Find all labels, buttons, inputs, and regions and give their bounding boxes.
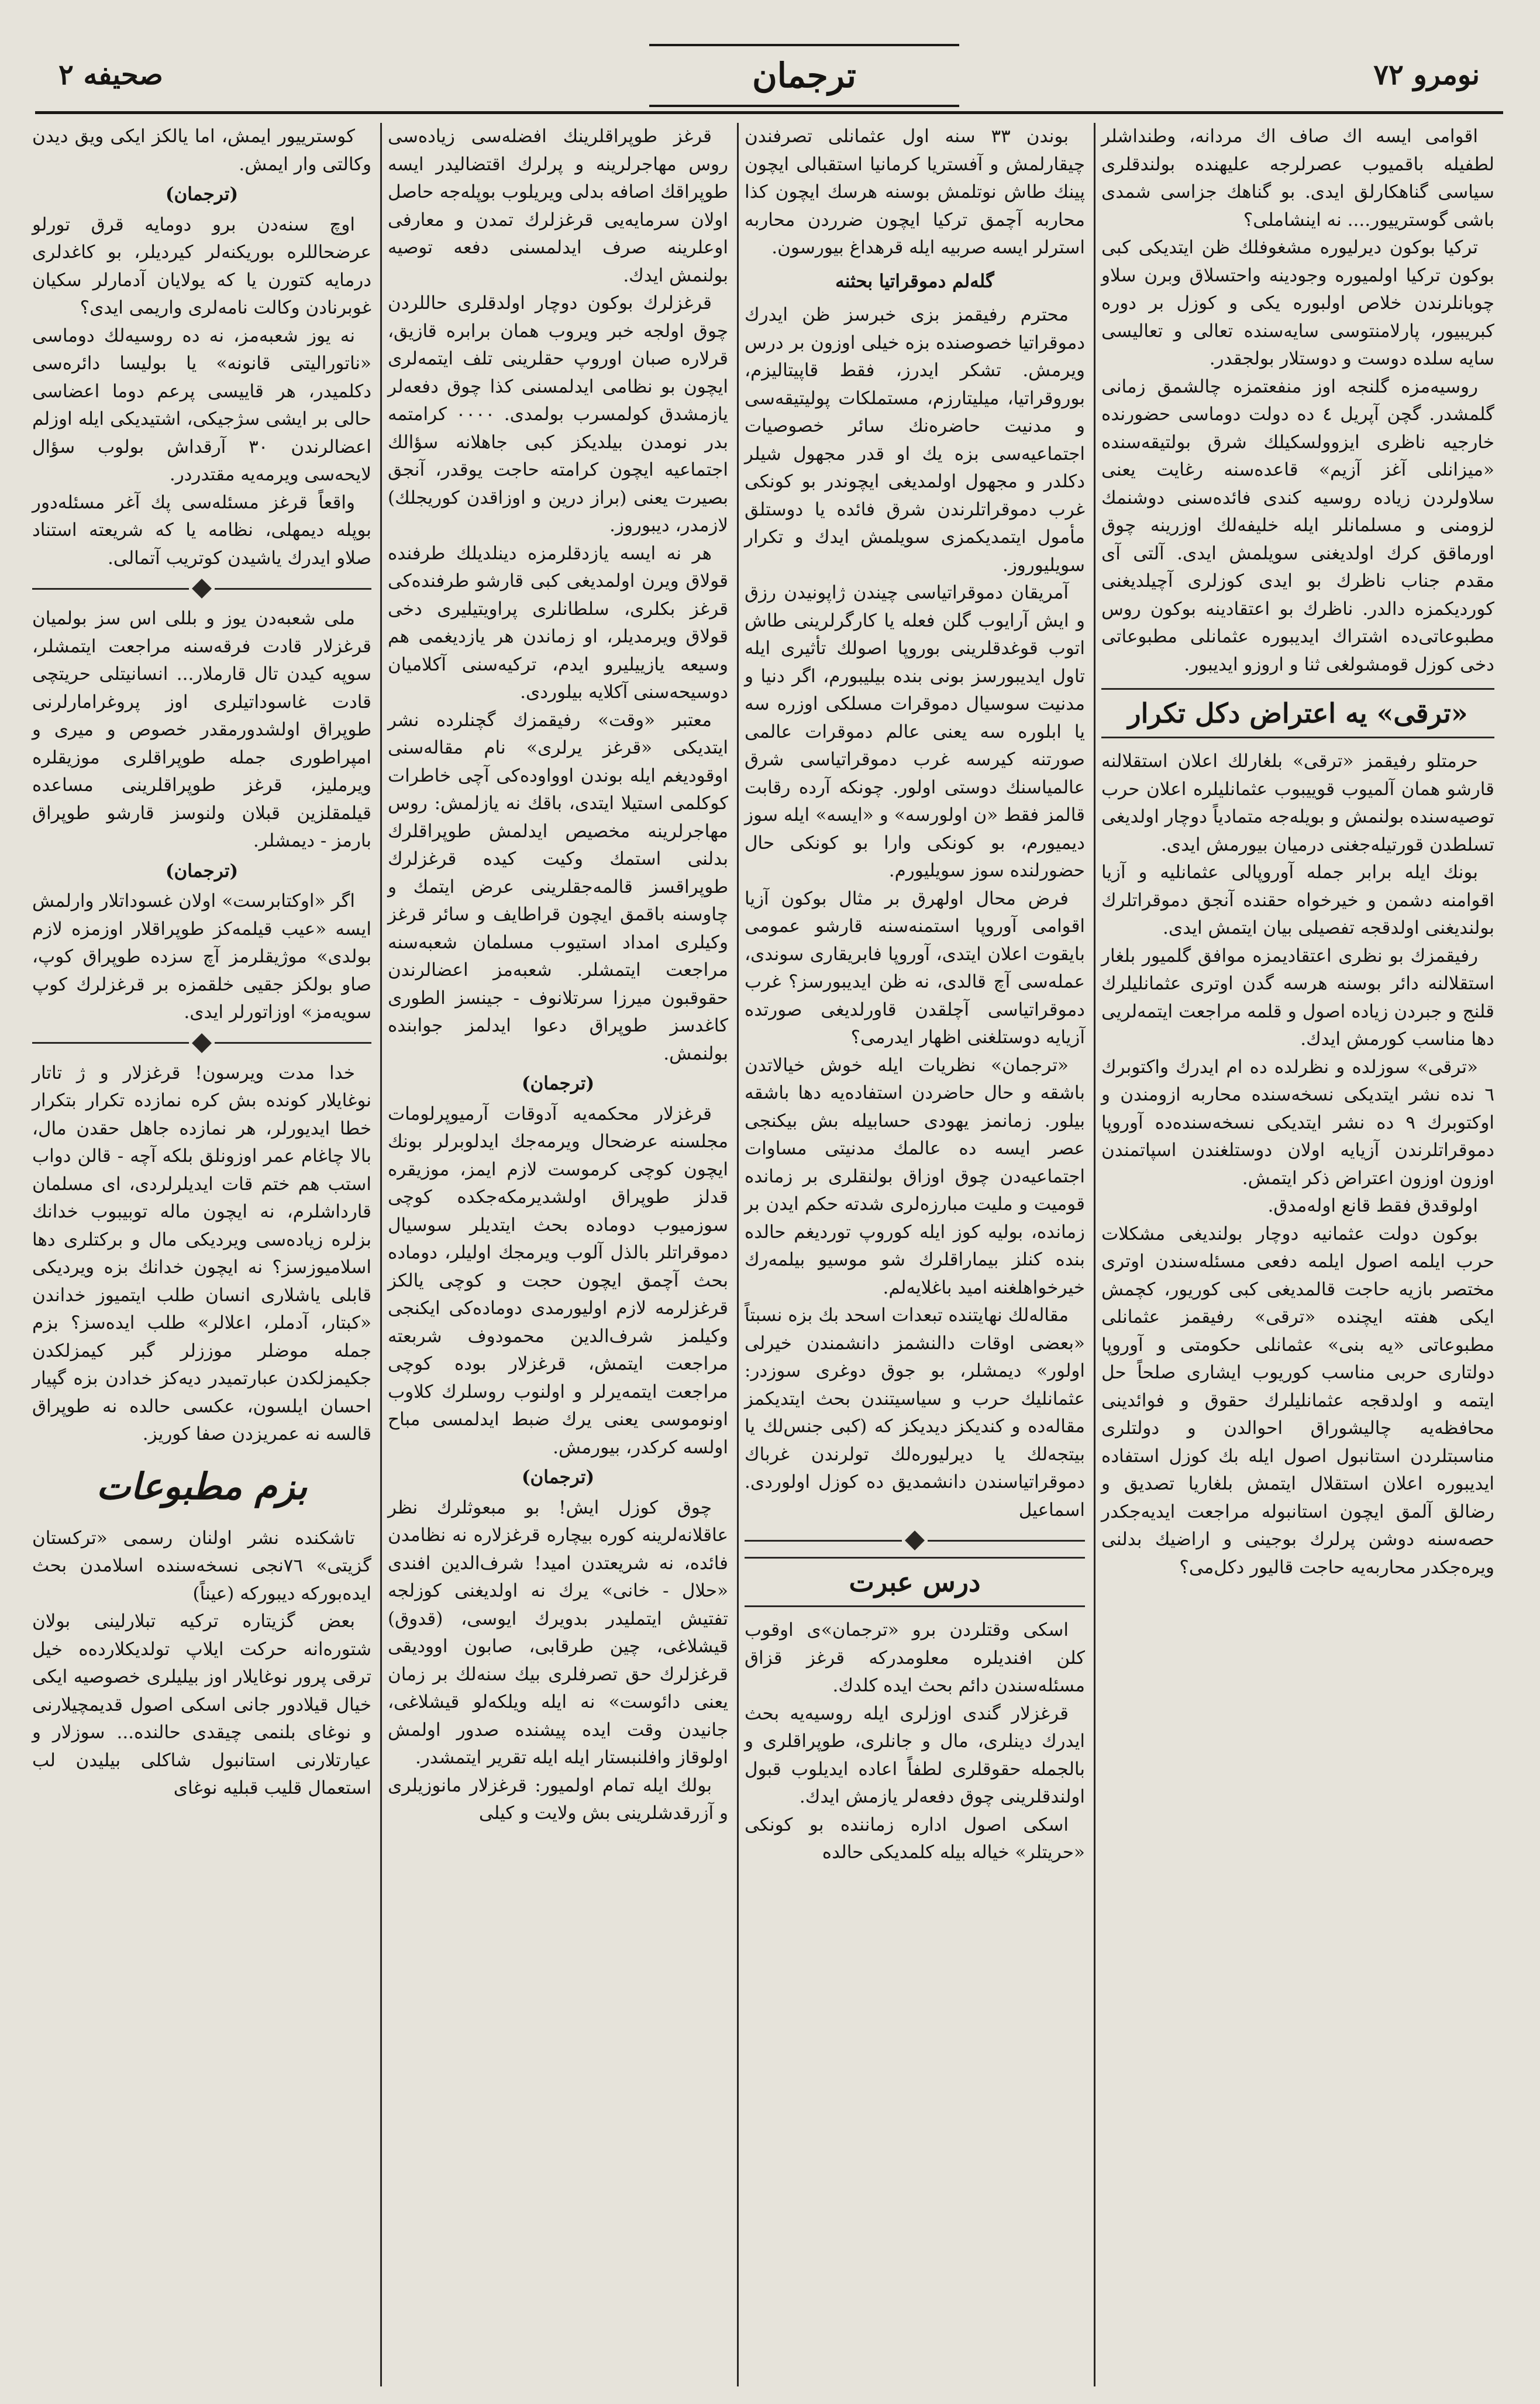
ornament-divider [745,1533,1085,1547]
article-paragraph: اسکی اصول اداره زماننده بو کونکی «حریتلر» خیاله بیله کلمدیکی حالده [745,1814,1085,1863]
article-paragraph: «ترجمان» نظریات ایله خوش خیالاتدن باشقه و حال حاضردن استفاده‌یه دها باشقه بیلور. زمانمز یهودی حسابیله بش بیکنجی عصر ایسه ده عالمك مدنیتی مساوات اجتماعیه‌دن چوق اوزاق بولنقلری بر زمانده قومیت و ملیت مبارزه‌لری شدته حکم ایدن بر زمانده، بولیه کوز ایله کوروپ توردیغم حالده بنده کنلز بیماراقلرك شو موسیو بیلمه‌رك خیرخواهلغنه امید باغلایه‌لم. [745,1054,1085,1298]
article-paragraph: قرغزلرك بوکون دوچار اولدقلری حاللردن چوق اولجه خبر ویروب همان برابره قازیق، قرلاره صبان اوروپ حقلرینی تلف ایتمه‌لری ایچون بو نظامی ایدلمسنی کذا چوق دفعه‌لر یازمشدق کولمسرب بولمدی. ۰۰۰۰ کرامتمه بدر نومدن بیلدیکز کبی جاهلانه سؤالك اجتماعیه ایچون کرامته حاجت یوقدر، آنجق بصیرت یعنی (براز درین و اوزاقدن کوریجلك) لازمدر، دیبوروز. [388,293,728,536]
article-paragraph: هر نه ایسه یازدقلرمزه دینلدیلك طرفنده قولاق ویرن اولمدیغی کبی قارشو طرفنده‌کی قرغز بکلری، سلطانلری پراویتیلیری دخی قولاق ویرمدیلر، او زماندن هر یازدیغمی هم وسیعه یازییلیرو ایدم، ترکیه‌سنی آکلامیان دوسیحه‌سنی آکلایه بیلوردی. [388,542,728,703]
article-paragraph: حرمتلو رفیقمز «ترقی» بلغارلك اعلان استقلالنه قارشو همان آلمیوب قوییبوب عثمانلیلره اعلان حرب توصیه‌سنده بولنمش و بویله‌جه متمادیاً دوچار اولدیغی تسلطدن قورتیله‌جغنی درمیان بیورمش ایدی. [1101,751,1494,855]
article-paragraph: اوچ سنه‌دن برو دومایه قرق تورلو عرضحاللره بوریکنه‌لر کیردیلر، بو کاغدلری درمایه کتورن یا که یولایان آدمارلر سکیان غوبرنادن وکالت نامه‌لری واریمی ایدی؟ [32,214,371,318]
section-title: بزم مطبوعات [96,1464,308,1508]
article-paragraph: قرغزلار محکمه‌یه آدوقات آرمیوپرلومات مجلسنه عرضحال ویرمه‌جك ایدلوبرلر بونك ایچون کوچی کرموست لازم ایمز، موزیقره قدلز طوپراق اولشدیرمکه‌جکده کوچی سوزمیوب دوماده بحث ایتدیلر سوسیال دموقراتلر بالذل آلوب ویرمجك اولیلر، دوماده بحث آچمق ایچون حجت و کوچی یالکز قرغزلرمه لازم اولیورمدی دوماده‌کی ایکنجی وکیلمز شرف‌الدین محمودوف شربعته مراجعت ایتمش، قرغزلار بوده کوچی مراجعت ایتمه‌یرلر و اولنوب روسلرك کلاوب اونوموسی یعنی یرك ضبط ایدلمسی مباح اولسه کرکدر، بیورمش. [388,1103,728,1458]
article-headline: «ترقی» یه اعتراض دکل تکرار [1101,688,1494,738]
signature: (ترجمان) [165,860,239,882]
article-paragraph: مقاله‌لك نهایتنده تبعدات اسحد بك بزه نسبتاً «بعضی اوقات دالنشمز دانشمندن خیرلی اولور» دیمشلر، بو جوق دوغری سوزدر: عثمانلیك حرب و سیاسیتندن بحث ایتدیکمز مقاله‌ده و کندیکز دیدیکز که (کبی جنس‌لك یا بیتجه‌لك یا دیرلیوره‌لك تولرندن غرباك دموقراتیاسندن دانشمدیق ده کوزل اولوردی. اسماعیل [745,1305,1085,1521]
article-paragraph: بونك ایله برابر جمله آوروپالی عثمانلیه و آزیا اقوامنه دشمن و خیرخواه حقنده آنجق دموقراتلرك بولندیغنی اولدقجه تفصیلی بیان ایتمش ایدی. [1101,862,1494,938]
column-4 [26,123,377,2386]
article-paragraph: اگر «اوکتابرست» اولان غسوداتلار وارلمش ایسه «عیب قیلمه‌کز طوپراقلار اوزمزه لازم بولدی» موژیقلرمز آچ سزده طوپراق کوپ، صاو بولکز جقیی خلقمزه بر قرغزلرك کوپ سویه‌مز» اوزاتورلر ایدی. [32,890,371,1023]
page-header [35,23,1503,114]
article-paragraph: روسیه‌مزه گلنجه اوز منفعتمزه چالشمق زمانی گلمشدر. گچن آپریل ٤ ده دولت دوماسی حضورنده خارجیه ناظری ایزوولسکیلك شرق بولتیقه‌سنده «میزانلی آغز آزیم» قاعده‌سنه رغایت یعنی سلاولردن زیاده روسیه کندی فائده‌سنی دوشنمك لزومنی و مسلمانلر ایله خلیفه‌لك اوزرینه چوق اورماقق کرك اولدیغنی سویلمش ایدی. آلتی آی مقدم جناب ناظرك بو ایدی کوزلری آچیلدیغنی کوردیکمزه دالدر. ناظرك بو اعتقادینه بوکون روس مطبوعاتی‌ده اشتراك ایدیبوره عثمانلی مطبوعاتی دخی کوزل قومشولغی ثنا و اروزو ایدیبور. [1101,376,1494,675]
column-3 [380,123,734,2386]
diamond-ornament-icon [192,1033,212,1053]
article-paragraph: ملی شعبه‌دن یوز و بللی اس سز بولمیان قرغزلار قادت فرقه‌سنه مراجعت ایتمشلر، سوپه کیدن تال قارملار... انسانیتلی حریتچی قادت غاسوداتیلری اوز پروغرامارلرنی طوپراق اولشدورمقدر خصوص و میری و امپراطوری جمله طوپراقلری موزیقلره ویرملیز، قرغز طوپراقلرینی مساعده قیلمقلزین قبلان ولنوسز قارشو طوپراق بارمز - دیمشلر. [32,608,371,851]
article-paragraph: بوندن ۳۳ سنه اول عثمانلی تصرفندن چیقارلمش و آفستریا کرمانیا استقبالی ایچون پینك طاش نوتلمش بوسنه هرسك ایچون کذا محاربه آچمق ترکیا ایچون ضرردن محاربه استرلر ایسه صربیه ایله قرهداغ بیورسون. [745,126,1085,258]
article-paragraph: بوکون دولت عثمانیه دوچار بولندیغی مشکلات حرب ایلمه اصول ایلمه دفعی مسئله‌سندن اوتری مختصر بازیه حاجت قالمدیغی کبی کوریور، کچمش ایکی هفته ایچنده «ترقی» رفیقمز عثمانلی مطبوعاتی «یه بنی» عثمانلی حکومتی و آوروپا دولتاری حربی مناسب کوریوب ایشاری صلحاً حل ایتمه و اولدقجه عثمانلیلرك حقوق و فوائدینی محافظه‌یه چالیشوراق احوالدن و دولتلری مناسبتلردن استانبول اصول ایله بك کوزل استفاده ایدیبوره اعلان استقلال ایتمش بلغاریا تصدیق و رضالق آلمق ایچون استانبوله مراجعت ایدیه‌جکدر حصه‌سنه دوشن پرلرك بوجینی و اراضیك بدلنی ویره‌جکدر محاربه‌یه حاجت قالیور دکل‌می؟ [1101,1223,1494,1578]
article-paragraph: محترم رفیقمز بزی خبرسز ظن ایدرك دموقراتیا خصوصنده بزه خیلی اوزون بر درس ویرمش. تشکر ایدرز، فقط قاپیتالیزم، بوروقراتیا، میلیتارزم، مستملکات پولیتیقه‌سی و مدنیت حاضره‌نك سائر خصوصیات اجتماعیه‌سی بزه یك او قدر مجهول شیلر دکلدر و مجهول اولمدیغی ایچوندر بو کونکی غرب دموقراتلرندن شرق فائده یا دوستلق مأمول ایتمدیکمزی سویلمش ایدك و تکرار سویلیوروز. [745,304,1085,576]
article-paragraph: کوسترییور ایمش، اما یالکز ایکی ویق دیدن وکالتی وار ایمش. [32,126,371,175]
section-heading: درس عبرت [745,1557,1085,1607]
article-paragraph: ترکیا بوکون دیرلیوره مشغوفلك ظن ایتدیکی کبی بوکون ترکیا اولمیوره وجودینه واحتسلاق وبرن سلاو چوبانلرندن خلاص اولبوره یکی و کوزل بر دوره کبریبیور، پارلامنتوسی سایه‌سنده تعالی و تعالیسی سایه سلده دوست و دوستلار بولجقدر. [1101,237,1494,369]
diamond-ornament-icon [192,579,212,599]
article-paragraph: بولك ایله تمام اولمیور: قرغزلار مانوزیلری و آزرقدشلرینی بش ولایت و کیلی [388,1774,728,1824]
issue-number: نومرو ۷۲ [1373,59,1480,91]
page-number-label: صحيفه ۲ [58,59,163,91]
column-1 [1094,123,1500,2386]
diamond-ornament-icon [905,1531,925,1550]
ornament-divider [32,582,371,596]
article-paragraph: آمریقان دموقراتیاسی چیندن ژاپونیدن رزق و ایش آرایوب گلن فعله یا کارگرلرینی طاش اتوب قوغدقلرینی بوروپا اصولك تأثیری ایله تاول ایدیبورسز بونی بنده بیلیبورم، اگر دنیا و مدنیت سوسیال دموقرات مسلکی اوزره سه یا ابلوره سه یعنی عالم دموقرات عالمی صورتنه کیرسه غرب دموقراتیاسی شرق عالمیاسنك دوستی اولور. چونکه آرده رقابت قالمز فقط «ن اولورسه» و «ایسه» ایله سوز دیمیورم، بو کونکی وارا بو کونکی حال حضورلنده سوز سویلیورم. [745,582,1085,881]
signature: (ترجمان) [521,1467,595,1488]
signature: (ترجمان) [165,184,239,205]
ornament-divider [32,1036,371,1050]
article-paragraph: چوق کوزل ایش! بو مبعوثلرك نظر عاقلانه‌لرینه کوره بیچاره قرغزلاره نه نظامدن فائده، نه شریعتدن امید! شرف‌الدین افندی «حلال - خانی» یرك نه اولدیغنی کوزلجه تفتیش ایتملیدر بدویرك ایوسی، (قدوق) قیشلاغی، چین طرقابی، صابون اوودیقی قرغزلرك حق تصرفلری بیك سنه‌لك بر زمان یعنی دائوست» نه ایله ویلکه‌لو قیشلاغی، جانیدن وقت ایده پیشنده صدور اولمش اولوقاز وافلنبستار ایله ایله تقریر ایتمشدر. [388,1497,728,1768]
article-paragraph: اولوقدق فقط قانع اوله‌مدق. [1267,1195,1478,1216]
article-paragraph: قرغز طوپراقلرینك افضله‌سی زیاده‌سی روس مهاجرلرینه و پرلرك اقتضالیدر ایسه طوپراقك اصافه بدلی ویریلوب بوپله‌جه حاصل اولان سرمایه‌یی قرغزلرك تمدن و معارفی اوعلرینه صرف ایدلمسنی دفعه توصیه بولنمش ایدك. [388,126,728,286]
section-subheading: گله‌لم دموقراتیا بحثنه [835,270,994,292]
article-paragraph: واقعاً قرغز مسئله‌سی پك آغر مسئله‌دور بوپله دیمهلی، نظامه یا که شریعته استناد صلاو ایدرك یاشیدن کوتریب آتمالی. [32,491,371,569]
article-paragraph: رفیقمزك بو نظری اعتقادیمزه موافق گلمیور بلغار استقلالنه دائر بوسنه هرسه گدن اوتری عثمانلیلرك قلنج و جبردن زیاده اصول و قلمه مراجعت ایتمه‌لریی دها مناسب کورمش ایدك. [1101,945,1494,1050]
article-paragraph: معتبر «وقت» رفیقمزك گچنلرده نشر ایتدیکی «قرغز یرلری» نام مقاله‌سنی اوقودیغم ایله بوندن اوواوده‌کی آچی خاطرات کوکلمی استیلا ایتدی، باقك نه یازلمش: روس مهاجرلرینه مخصیص ایدلمش طوپراقلرك بدلنی استمك وکیت کیده قرغزلرك طوپراقسز قالمه‌جقلرینی عرض ایتمك و چاوسنه باقمق ایچون قراطایف و سائر قرغز وکیلری امداد استیوب مسلمان شعبه‌سنه مراجعت ایتمشلر. شعبه‌مز اعضالرندن حقوقبون میرزا سرتلانوف - جینسز الطوری کاغدسز طوپراق دعوا ایدلمز جوابنده بولنمش. [388,709,728,1064]
column-2 [737,123,1091,2386]
article-paragraph: نه یوز شعبه‌مز، نه ده روسیه‌لك دوماسی «ناتورالیتی قانونه» یا بولیسا دائره‌سی دکلمیدر، هر قاییسی پرعم دوما اعضاسی حالی بر ایشی سژجیکی، اشتیدیکی ایله اوزلم اعضالرندن ۳۰ آرقداش بولوب سؤال لایحه‌سی ویرمه‌یه مقتدردر. [32,325,371,485]
article-paragraph: تاشکنده نشر اولنان رسمی «ترکستان گزیتی» ۷٦نجی نسخه‌سنده اسلامدن بحث ایده‌بورکه دیبورکه (عیناً) [32,1527,371,1604]
article-paragraph: فرض محال اولهرق بر مثال بوکون آزیا اقوامی آوروپا استمنه‌سنه قارشو عمومی بایقوت اعلان ایتدی، آوروپا فابریقاری سوندی، عمله‌سی آچ قالدی، نه ظن ایدیبورسز؟ غرب دموقراتیاسی آچلقدن قاورلدیغی صورتده آزیایه دوستلغنی اظهار ایدرمی؟ [745,888,1085,1048]
masthead-title: ترجمان [649,44,959,107]
article-paragraph: قرغزلار گندی اوزلری ایله روسیه‌یه بحث ایدرك دینلری، مال و جانلری، طوپراقلری و بالجمله حقوقلری لطفاً اعاده ایدیلوب قبول اولندقلرینی چوق دفعه‌لر یازمش ایدك. [745,1703,1085,1807]
signature: (ترجمان) [521,1073,595,1094]
article-paragraph: «ترقی» سوزلده و نظرلده ده ام ایدرك واکتوبرك ٦ نده نشر ایتدیکی نسخه‌سنده محاربه ازومندن و اوکتوبرك ٩ ده نشر ایتدیکی نسخه‌سنده‌ده آوروپا دموقراتلرندن آزیایه اولان دوستلغندن اسپاتمندن اوزون اوزون اعتراض ذکر ایتمش. [1101,1056,1494,1189]
article-paragraph: خدا مدت ویرسون! قرغزلار و ژ تاتار نوغایلار کونده بش کره نمازده تکرار بتکرار خطا ایدیورلر، هر نمازده جاهل حقدن مال، بالا چاغام عمر اوزونلق بلکه آچه - قالن دواب استب هم ختم قات ایدیلرلردی، ای مسلمان قارداشلرم، نه ایچون ماله توبيبوب خدانك بزلره زیاده‌سی ویردیکی مال و برکتلری دها اسلامیوزسز؟ نه ایچون خدانك بزه ویردیکی قابلی یاشلاری انسان طلب ایتمیوز خداندن «کبتار، آدملر، اعلالر» طلب ایده‌سز؟ بزم جمله موضلر موززلر گبر کیمزلکدن جکیمزلکدن عبارتمیدر دیه‌کز خدادن بزه گپیار احسان ایلسون، عکسی حالده نه طوپراق قالسه نه عمریزدن صفا کوریز. [32,1062,371,1445]
article-paragraph: اقوامی ایسه اك صاف اك مردانه، وطنداشلر لطفیله باقمیوب عصرلرجه علیهنده بولندقلری سیاسی گناهکارلق ایدی. بو گناهك جزاسی شمدی باشی گوسترییور.... نه اینشاملی؟ [1101,126,1494,231]
article-paragraph: اسکی وقتلردن برو «ترجمان»ی اوقوب کلن افندیلره معلومدرکه قرغز قزاق مسئله‌سندن دائم بحث ایده کلدك. [745,1619,1085,1696]
article-paragraph: بعض گزیتاره ترکیه تبلارلینی بولان شتوره‌انه حرکت ایلاپ تولدیکلارده‌ه خیل ترقی پرور نوغایلار اوز بیلیلری خصوصیه ایکی خیال قیلادور جانی اسکی اصول قدیمچیلارنی و نوغای بلنمی چیقدی حالنده... سوزلار و عیارتلارنی استانبول شاکلی بیلیدن لب استعمال قلیب قبلیه نوغای [32,1611,371,1798]
